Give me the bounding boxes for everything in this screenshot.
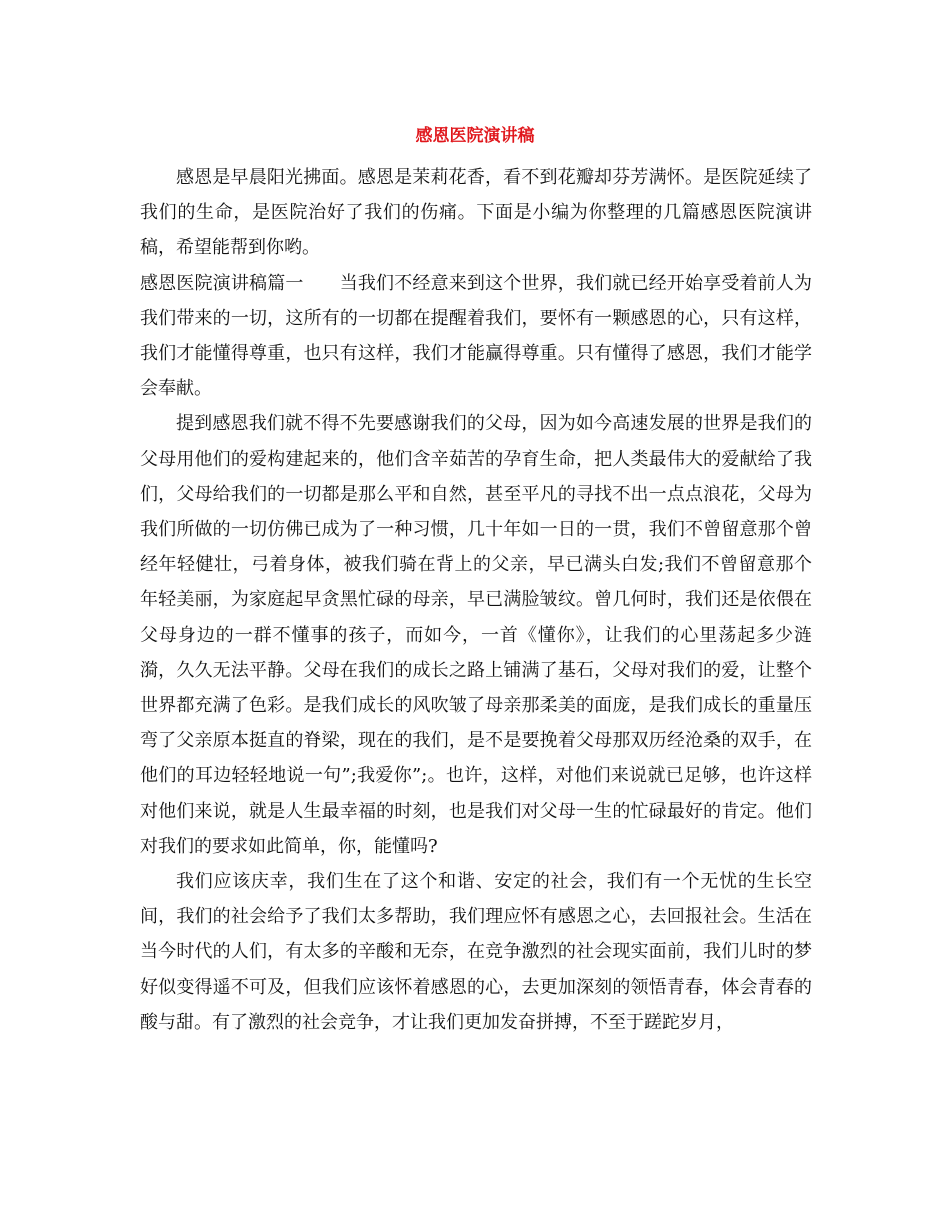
section-first-paragraph-block bbox=[140, 266, 812, 407]
document-title: 感恩医院演讲稿 bbox=[415, 126, 535, 146]
body-paragraph-3: 我们应该庆幸，我们生在了这个和谐、安定的社会，我们有一个无忧的生长空间，我们的社会给予了我们太多帮助，我们理应怀有感恩之心，去回报社会。生活在当今时代的人们，有太多的辛酸和无奈，在竞争激烈的社会现实面前，我们儿时的梦好似变得遥不可及，但我们应该怀着感恩的心，去更加深刻的领悟青春，体会青春的酸与甜。有了激烈的社会竞争，才让我们更加发奋拼搏，不至于蹉跎岁月， bbox=[140, 871, 812, 1033]
intro-paragraph: 感恩是早晨阳光拂面。感恩是茉莉花香，看不到花瓣却芬芳满怀。是医院延续了我们的生命，是医院治好了我们的伤痛。下面是小编为你整理的几篇感恩医院演讲稿，希望能帮到你哟。 bbox=[140, 167, 812, 259]
body-paragraph-2: 提到感恩我们就不得不先要感谢我们的父母，因为如今高速发展的世界是我们的父母用他们的爱构建起来的，他们含辛茹苦的孕育生命，把人类最伟大的爱献给了我们，父母给我们的一切都是那么平和自然，甚至平凡的寻找不出一点点浪花，父母为我们所做的一切仿佛已成为了一种习惯，几十年如一日的一贯，我们不曾留意那个曾经年轻健壮，弓着身体，被我们骑在背上的父亲，早已满头白发;我们不曾留意那个年轻美丽，为家庭起早贪黑忙碌的母亲，早已满脸皱纹。曾几何时，我们还是依偎在父母身边的一群不懂事的孩子，而如今，一首《懂你》，让我们的心里荡起多少涟漪，久久无法平静。父母在我们的成长之路上铺满了基石，父母对我们的爱，让整个世界都充满了色彩。是我们成长的风吹皱了母亲那柔美的面庞，是我们成长的重量压弯了父亲原本挺直的脊梁，现在的我们，是不是要挽着父母那双历经沧桑的双手，在他们的耳边轻轻地说一句”;我爱你”;。也许，这样，对他们来说就已足够，也许这样对他们来说，就是人生最幸福的时刻，也是我们对父母一生的忙碌最好的肯定。他们对我们的要求如此简单，你，能懂吗? bbox=[140, 413, 812, 857]
section-first-paragraph: 当我们不经意来到这个世界，我们就已经开始享受着前人为我们带来的一切，这所有的一切都在提醒着我们，要怀有一颗感恩的心，只有这样，我们才能懂得尊重，也只有这样，我们才能赢得尊重。只有懂得了感恩，我们才能学会奉献。 bbox=[140, 272, 813, 400]
document-body bbox=[140, 160, 812, 1040]
section-heading: 感恩医院演讲稿篇一 bbox=[140, 272, 304, 294]
